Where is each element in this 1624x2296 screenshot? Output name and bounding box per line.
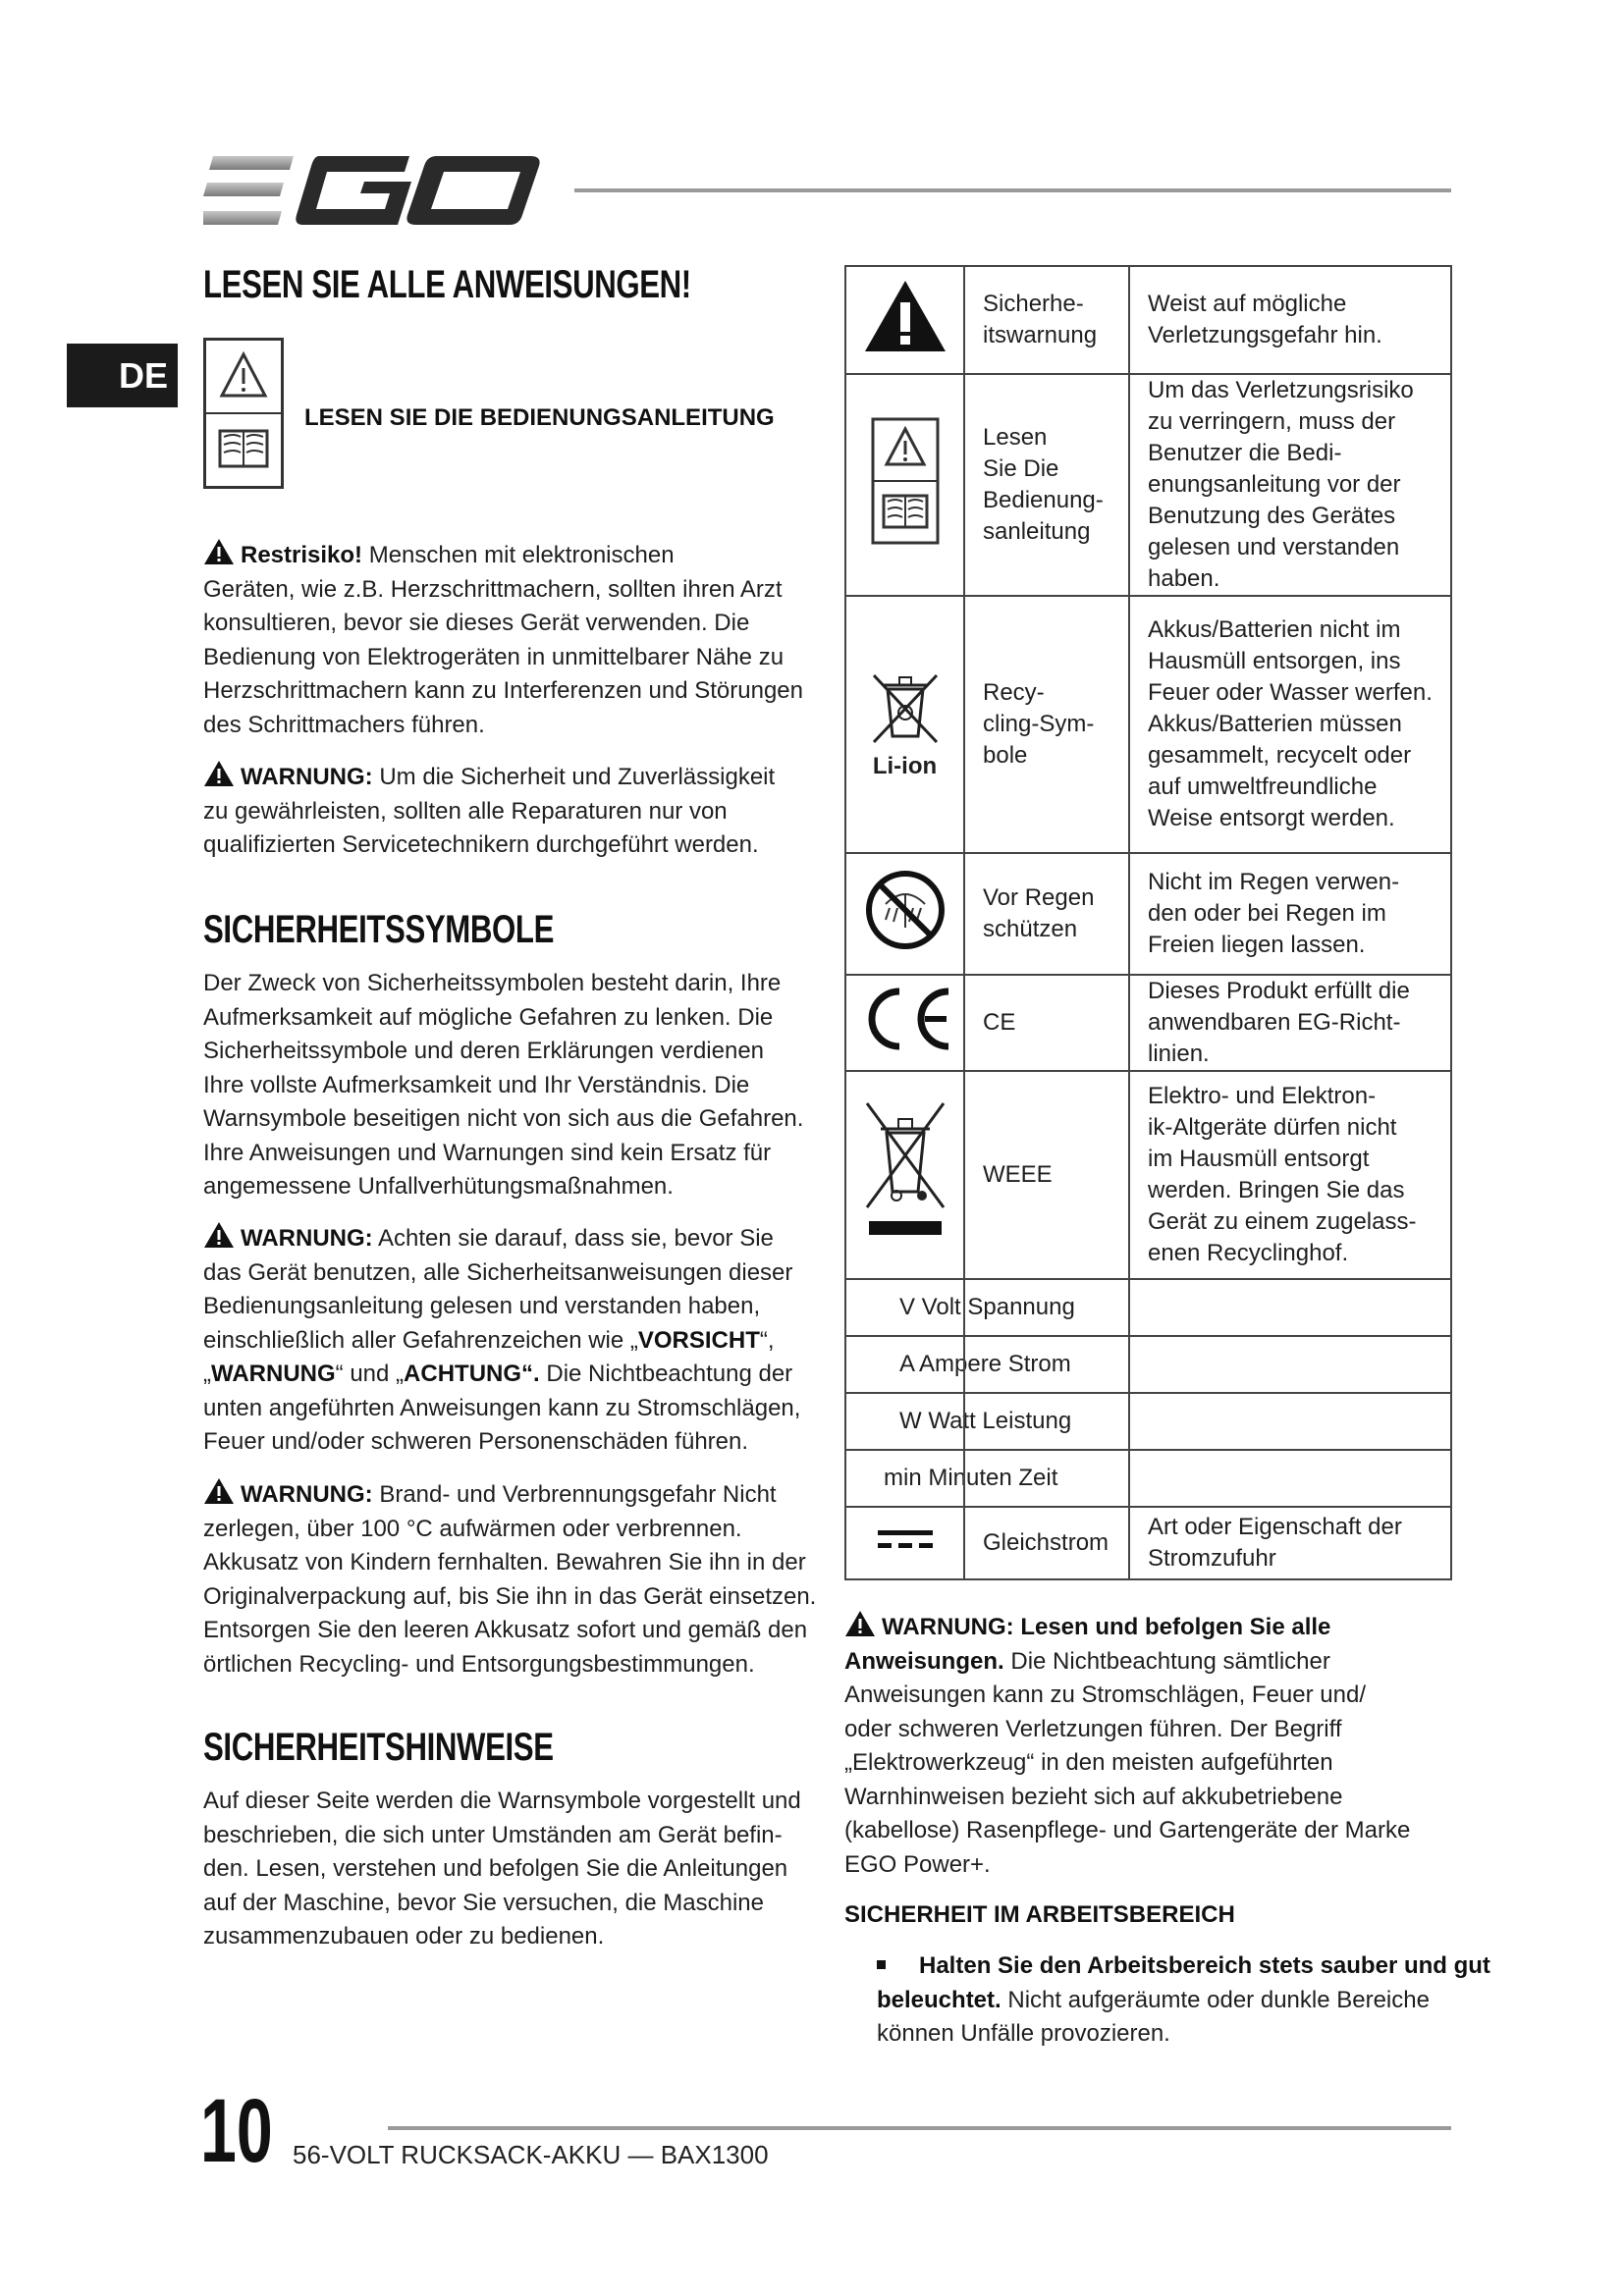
safety-symbols-table: [844, 265, 1452, 1580]
warning-repairs-line: zu gewährleisten, sollten alle Reparaturen nur von: [203, 797, 728, 825]
warning-label: WARNUNG: Lesen und befolgen Sie alle: [882, 1614, 1331, 1640]
symbol-description: Akkus/Batterien nicht im Hausmüll entsorgen, ins Feuer oder Wasser werfen. Akkus/Batterien müssen gesammelt, recycelt oder auf umweltfreundliche Weise entsorgt werden.: [1129, 596, 1451, 853]
unit-description: [1129, 1336, 1451, 1393]
warning-triangle-icon: [844, 1610, 876, 1637]
warning2-line: das Gerät benutzen, alle Sicherheitsanweisungen dieser: [203, 1258, 793, 1286]
warning-read-follow-paragraph: [844, 1610, 1453, 1882]
warning-label: WARNUNG:: [241, 1481, 373, 1508]
symbol-cell: [845, 1507, 964, 1579]
warning2-line: [203, 1324, 812, 1359]
symbol-description: Dieses Produkt erfüllt die anwendbaren EG-Richt- linien.: [1129, 975, 1451, 1071]
warning3-line: örtlichen Recycling- und Entsorgungsbestimmungen.: [203, 1650, 755, 1678]
safety-symbols-line: Ihre Anweisungen und Warnungen sind kein Ersatz für: [203, 1139, 772, 1166]
safety-notes-line: auf der Maschine, bevor Sie versuchen, die Maschine: [203, 1889, 764, 1916]
warning2-line: Feuer und/oder schweren Personenschäden führen.: [203, 1428, 749, 1455]
safety-symbols-line: Sicherheitssymbole und deren Erklärungen verdienen: [203, 1038, 765, 1064]
warning-read-follow-first-line: [844, 1610, 1453, 1645]
unit-row: [845, 1336, 1451, 1393]
unit-text: W Watt Leistung: [899, 1408, 1072, 1434]
heading-safety-symbols: SICHERHEITSSYMBOLE: [203, 908, 555, 951]
read-manual-label: LESEN SIE DIE BEDIENUNGSANLEITUNG: [304, 404, 775, 431]
read-manual-icon: [871, 417, 940, 545]
unit-description: [1129, 1279, 1451, 1336]
heading-read-all: LESEN SIE ALLE ANWEISUNGEN!: [203, 263, 691, 306]
warning-triangle-icon: [203, 538, 235, 565]
warning-label: WARNUNG:: [241, 764, 373, 790]
unit-cell: [845, 1279, 1129, 1336]
warning-read-instructions-paragraph: [203, 1221, 812, 1460]
warning-read-follow-line: „Elektrowerkzeug“ in den meisten aufgeführten: [844, 1749, 1333, 1776]
warning3-line1: Brand- und Verbrennungsgefahr Nicht: [379, 1481, 777, 1508]
symbol-description: Um das Verletzungsrisiko zu verringern, muss der Benutzer die Bedi- enungsanleitung vor der Benutzung des Gerätes gelesen und verstanden haben.: [1129, 374, 1451, 596]
symbol-name: Gleichstrom: [964, 1507, 1129, 1579]
safety-symbols-line: Warnsymbole beseitigen nicht von sich aus die Gefahren.: [203, 1105, 804, 1132]
bullet-marker: [877, 1960, 886, 1969]
warning2-text: “ und „: [335, 1361, 405, 1387]
bullet-line: können Unfälle provozieren.: [877, 2020, 1170, 2047]
li-ion-label: Li-ion: [872, 752, 938, 779]
safety-symbols-paragraph: [203, 967, 812, 1204]
unit-row: [845, 1279, 1451, 1336]
direct-current-icon: [876, 1528, 935, 1550]
column-divider: [963, 1280, 965, 1335]
restrisiko-first-line: [203, 538, 812, 573]
warning-read-follow-line: [844, 1645, 1453, 1680]
symbol-description: Elektro- und Elektron- ik-Altgeräte dürfen nicht im Hausmüll entsorgt werden. Bringen Sie das Gerät zu einem zugelass- enen Recyclinghof.: [1129, 1071, 1451, 1279]
symbol-description: Nicht im Regen verwen- den oder bei Regen im Freien liegen lassen.: [1129, 853, 1451, 975]
footer-rule: [388, 2126, 1451, 2130]
warning3-line: Originalverpackung auf, bis Sie ihn in das Gerät einsetzen.: [203, 1582, 817, 1610]
symbol-cell: [845, 853, 964, 975]
ce-mark-icon: [856, 986, 954, 1052]
warning-repairs-paragraph: [203, 760, 812, 863]
weee-bin-icon: [861, 1097, 949, 1245]
warning-read-follow-line: Anweisungen kann zu Stromschlägen, Feuer und/: [844, 1682, 1366, 1708]
unit-text: min Minuten Zeit: [884, 1465, 1058, 1491]
warning-read-follow-line: oder schweren Verletzungen führen. Der Begriff: [844, 1715, 1342, 1742]
warning2-text: “,: [759, 1326, 775, 1354]
footer-title: 56-VOLT RUCKSACK-AKKU — BAX1300: [293, 2140, 769, 2169]
safety-notes-line: den. Lesen, verstehen und befolgen Sie die Anleitungen: [203, 1855, 788, 1882]
table-row: [845, 1507, 1451, 1579]
restrisiko-line: Herzschrittmachern kann zu Interferenzen und Störungen: [203, 677, 804, 704]
warnung-term: WARNUNG: [211, 1361, 336, 1387]
table-row: [845, 596, 1451, 853]
column-divider: [963, 1451, 965, 1506]
warning3-first-line: [203, 1477, 832, 1513]
symbol-cell: [845, 1071, 964, 1279]
bullet-text: Nicht aufgeräumte oder dunkle Bereiche: [1001, 1986, 1430, 2013]
symbol-name: WEEE: [964, 1071, 1129, 1279]
warning2-first-line: [203, 1221, 812, 1256]
table-row: [845, 266, 1451, 374]
warning2-line: unten angeführten Anweisungen kann zu Stromschlägen,: [203, 1394, 801, 1421]
column-divider: [963, 1337, 965, 1392]
safety-symbols-line: angemessene Unfallverhütungsmaßnahmen.: [203, 1173, 674, 1200]
safety-notes-paragraph: [203, 1785, 812, 1954]
warning2-line: Bedienungsanleitung gelesen und verstanden haben,: [203, 1293, 761, 1319]
unit-description: [1129, 1393, 1451, 1450]
ego-logo-graphic: [203, 152, 542, 229]
warning2-text: Die Nichtbeachtung der: [539, 1361, 793, 1387]
table-row: [845, 374, 1451, 596]
safety-symbols-line: Aufmerksamkeit auf mögliche Gefahren zu lenken. Die: [203, 1003, 774, 1031]
safety-notes-line: zusammenzubauen oder zu bedienen.: [203, 1923, 605, 1949]
restrisiko-line: Bedienung von Elektrogeräten in unmittelbarer Nähe zu: [203, 643, 785, 670]
safety-notes-line: beschrieben, die sich unter Umständen am Gerät befin-: [203, 1821, 783, 1848]
read-manual-symbol: [203, 338, 284, 489]
table-row: [845, 1071, 1451, 1279]
warning-triangle-icon: [203, 1477, 235, 1505]
warning-read-follow-line: EGO Power+.: [844, 1850, 991, 1878]
safety-notes-line: Auf dieser Seite werden die Warnsymbole vorgestellt und: [203, 1788, 801, 1814]
symbol-name: Recy- cling-Sym- bole: [964, 596, 1129, 853]
page-number: 10: [200, 2081, 273, 2181]
warning-repairs-first-line: [203, 760, 812, 795]
safety-symbols-line: Der Zweck von Sicherheitssymbolen besteht darin, Ihre: [203, 970, 782, 996]
warning-read-follow-line: Warnhinweisen bezieht sich auf akkubetriebene: [844, 1783, 1343, 1810]
bullet-bold-text: beleuchtet.: [877, 1986, 1001, 2013]
symbol-description: Weist auf mögliche Verletzungsgefahr hin.: [1129, 266, 1451, 374]
warning2-line: [203, 1358, 812, 1392]
unit-row: [845, 1393, 1451, 1450]
symbol-cell: [845, 266, 964, 374]
warning-read-follow-line: (kabellose) Rasenpflege- und Gartengeräte der Marke: [844, 1817, 1411, 1843]
symbol-name: Vor Regen schützen: [964, 853, 1129, 975]
column-divider: [963, 1394, 965, 1449]
table-row: [845, 975, 1451, 1071]
unit-text: V Volt Spannung: [899, 1294, 1075, 1320]
heading-safety-notes: SICHERHEITSHINWEISE: [203, 1726, 554, 1769]
symbol-cell: [845, 596, 964, 853]
warning-triangle-icon: [203, 1221, 235, 1249]
unit-cell: [845, 1336, 1129, 1393]
restrisiko-line: Geräten, wie z.B. Herzschrittmachern, sollten ihren Arzt: [203, 575, 783, 603]
restrisiko-line: des Schrittmachers führen.: [203, 711, 485, 738]
restrisiko-line: konsultieren, bevor sie dieses Gerät verwenden. Die: [203, 610, 750, 636]
symbol-cell: [845, 975, 964, 1071]
unit-cell: [845, 1393, 1129, 1450]
read-manual-icon: [206, 341, 281, 486]
unit-description: [1129, 1450, 1451, 1507]
warning-triangle-icon: [203, 760, 235, 787]
unit-text: A Ampere Strom: [899, 1351, 1071, 1377]
safety-symbols-line: Ihre vollste Aufmerksamkeit und Ihr Verständnis. Die: [203, 1071, 750, 1098]
symbol-description: Art oder Eigenschaft der Stromzufuhr: [1129, 1507, 1451, 1579]
li-ion-recycle-icon: [866, 667, 945, 746]
ego-logo: [203, 152, 542, 229]
restrisiko-line1: Menschen mit elektronischen: [368, 542, 675, 568]
bullet-bold-text: Halten Sie den Arbeitsbereich stets sauber und gut: [919, 1952, 1490, 1979]
warning3-line: Akkusatz von Kindern fernhalten. Bewahren Sie ihn in der: [203, 1549, 806, 1575]
language-tab: [67, 344, 178, 407]
warning2-text: „: [203, 1361, 211, 1387]
work-area-bullet: [877, 1949, 1505, 2052]
language-tab-label: DE: [118, 354, 168, 396]
warning-fire-paragraph: [203, 1477, 832, 1682]
symbol-name: Sicherhe- itswarnung: [964, 266, 1129, 374]
no-rain-icon: [864, 869, 947, 951]
symbol-name: Lesen Sie Die Bedienung- sanleitung: [964, 374, 1129, 596]
vorsicht-term: VORSICHT: [637, 1326, 760, 1354]
bullet-line: [877, 1984, 1505, 2018]
warning-label: WARNUNG:: [241, 1225, 373, 1252]
unit-cell: [845, 1450, 1129, 1507]
warning3-line: Entsorgen Sie den leeren Akkusatz sofort und gemäß den: [203, 1617, 808, 1643]
warning2-line1: Achten sie darauf, dass sie, bevor Sie: [378, 1225, 774, 1252]
warning-repairs-line1: Um die Sicherheit und Zuverlässigkeit: [379, 764, 776, 790]
table-row: [845, 853, 1451, 975]
header-rule: [574, 188, 1451, 192]
work-area-heading: SICHERHEIT IM ARBEITSBEREICH: [844, 1901, 1235, 1928]
restrisiko-label: Restrisiko!: [241, 542, 363, 568]
warning-text: Die Nichtbeachtung sämtlicher: [1003, 1647, 1330, 1675]
warning-repairs-line: qualifizierten Servicetechnikern durchgeführt werden.: [203, 831, 759, 858]
unit-row: [845, 1450, 1451, 1507]
warning-bold-text: Anweisungen.: [844, 1647, 1004, 1675]
warning2-text: einschließlich aller Gefahrenzeichen wie „: [203, 1326, 638, 1354]
bullet-first-line: [877, 1949, 1505, 1984]
achtung-term: ACHTUNG“.: [404, 1361, 540, 1387]
warning-triangle-icon: [863, 279, 947, 353]
warning3-line: zerlegen, über 100 °C aufwärmen oder verbrennen.: [203, 1515, 742, 1542]
symbol-name: CE: [964, 975, 1129, 1071]
symbol-cell: [845, 374, 964, 596]
restrisiko-paragraph: [203, 538, 812, 742]
